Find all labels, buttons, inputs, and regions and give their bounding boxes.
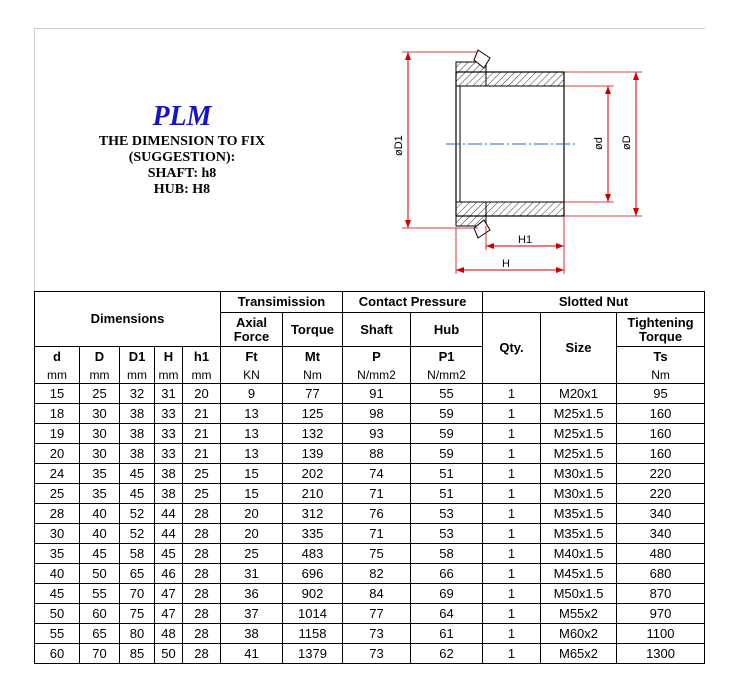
cell-h1: 28 — [183, 604, 221, 624]
cell-D: 35 — [80, 484, 120, 504]
unit-Ft: KN — [221, 367, 283, 384]
cell-P: 88 — [343, 444, 411, 464]
cell-Ft: 31 — [221, 564, 283, 584]
cell-d: 45 — [35, 584, 80, 604]
cell-P: 98 — [343, 404, 411, 424]
cell-Ft: 41 — [221, 644, 283, 664]
cell-H: 45 — [155, 544, 183, 564]
cell-P: 71 — [343, 524, 411, 544]
cell-Ts: 160 — [617, 444, 705, 464]
cell-Mt: 210 — [283, 484, 343, 504]
symbol-P: P — [343, 347, 411, 367]
symbol-H: H — [155, 347, 183, 367]
tightening-torque-header: Tightening Torque — [617, 313, 705, 347]
cell-P1: 51 — [411, 464, 483, 484]
cell-H: 33 — [155, 444, 183, 464]
table-body — [35, 384, 705, 664]
contact-pressure-header: Contact Pressure — [343, 292, 483, 313]
cell-P: 84 — [343, 584, 411, 604]
cell-Mt: 1379 — [283, 644, 343, 664]
cell-Mt: 202 — [283, 464, 343, 484]
table-row — [35, 504, 705, 524]
table-row — [35, 464, 705, 484]
cell-D1: 52 — [120, 524, 155, 544]
suggestion-label: (SUGGESTION): — [128, 150, 236, 165]
unit-d: mm — [35, 367, 80, 384]
brand-title: PLM — [152, 101, 212, 132]
cell-qty: 1 — [483, 384, 541, 404]
cell-d: 40 — [35, 564, 80, 584]
locking-assembly-drawing — [386, 38, 656, 276]
cell-d: 30 — [35, 524, 80, 544]
cell-h1: 25 — [183, 484, 221, 504]
qty-header: Qty. — [483, 313, 541, 384]
table-row — [35, 424, 705, 444]
shaft-tolerance: SHAFT: h8 — [147, 166, 217, 181]
cell-H: 44 — [155, 504, 183, 524]
shaft-header: Shaft — [343, 313, 411, 347]
unit-Mt: Nm — [283, 367, 343, 384]
cell-Mt: 483 — [283, 544, 343, 564]
cell-d: 35 — [35, 544, 80, 564]
cell-Mt: 139 — [283, 444, 343, 464]
cell-D1: 45 — [120, 464, 155, 484]
cell-size: M60x2 — [541, 624, 617, 644]
cell-D: 65 — [80, 624, 120, 644]
cell-D1: 75 — [120, 604, 155, 624]
cell-Ts: 220 — [617, 464, 705, 484]
cell-qty: 1 — [483, 404, 541, 424]
cell-Mt: 1158 — [283, 624, 343, 644]
cell-P: 71 — [343, 484, 411, 504]
cell-d: 50 — [35, 604, 80, 624]
D-label: øD — [621, 135, 633, 150]
cell-Mt: 696 — [283, 564, 343, 584]
cell-Ts: 340 — [617, 504, 705, 524]
cell-Mt: 77 — [283, 384, 343, 404]
cell-Ft: 15 — [221, 484, 283, 504]
cell-H: 44 — [155, 524, 183, 544]
cell-D: 40 — [80, 524, 120, 544]
cell-d: 28 — [35, 504, 80, 524]
cell-Ft: 13 — [221, 444, 283, 464]
cell-qty: 1 — [483, 524, 541, 544]
cell-P: 93 — [343, 424, 411, 444]
cell-d: 55 — [35, 624, 80, 644]
cell-qty: 1 — [483, 444, 541, 464]
symbol-h1: h1 — [183, 347, 221, 367]
cell-P: 75 — [343, 544, 411, 564]
cell-P: 73 — [343, 644, 411, 664]
symbol-D: D — [80, 347, 120, 367]
cell-D1: 65 — [120, 564, 155, 584]
cell-Mt: 1014 — [283, 604, 343, 624]
cell-Ft: 9 — [221, 384, 283, 404]
table-row — [35, 624, 705, 644]
cell-h1: 28 — [183, 524, 221, 544]
cell-D1: 38 — [120, 404, 155, 424]
cell-D: 30 — [80, 444, 120, 464]
cell-d: 25 — [35, 484, 80, 504]
cell-H: 33 — [155, 424, 183, 444]
cell-H: 48 — [155, 624, 183, 644]
cell-size: M35x1.5 — [541, 524, 617, 544]
cell-D1: 58 — [120, 544, 155, 564]
cell-qty: 1 — [483, 644, 541, 664]
cell-h1: 21 — [183, 404, 221, 424]
cell-size: M25x1.5 — [541, 404, 617, 424]
cell-size: M45x1.5 — [541, 564, 617, 584]
cell-size: M65x2 — [541, 644, 617, 664]
cell-P: 76 — [343, 504, 411, 524]
cell-Ft: 25 — [221, 544, 283, 564]
cell-Ts: 1300 — [617, 644, 705, 664]
symbol-Ts: Ts — [617, 347, 705, 367]
cell-D1: 52 — [120, 504, 155, 524]
cell-h1: 25 — [183, 464, 221, 484]
cell-H: 47 — [155, 604, 183, 624]
cell-Ts: 870 — [617, 584, 705, 604]
cell-P1: 55 — [411, 384, 483, 404]
fix-heading: THE DIMENSION TO FIX — [98, 134, 266, 149]
cell-D: 30 — [80, 404, 120, 424]
cell-size: M40x1.5 — [541, 544, 617, 564]
unit-D1: mm — [120, 367, 155, 384]
cell-D: 45 — [80, 544, 120, 564]
cell-h1: 28 — [183, 624, 221, 644]
cell-P1: 62 — [411, 644, 483, 664]
cell-D1: 38 — [120, 444, 155, 464]
cell-size: M25x1.5 — [541, 444, 617, 464]
cell-qty: 1 — [483, 464, 541, 484]
cell-D: 35 — [80, 464, 120, 484]
cell-D: 50 — [80, 564, 120, 584]
symbol-Ft: Ft — [221, 347, 283, 367]
cell-Ts: 95 — [617, 384, 705, 404]
cell-D1: 70 — [120, 584, 155, 604]
cell-D: 40 — [80, 504, 120, 524]
cell-qty: 1 — [483, 564, 541, 584]
cell-qty: 1 — [483, 424, 541, 444]
unit-H: mm — [155, 367, 183, 384]
unit-P1: N/mm2 — [411, 367, 483, 384]
cell-H: 38 — [155, 464, 183, 484]
cell-H: 33 — [155, 404, 183, 424]
symbol-Mt: Mt — [283, 347, 343, 367]
symbol-P1: P1 — [411, 347, 483, 367]
cell-D1: 45 — [120, 484, 155, 504]
table-row — [35, 404, 705, 424]
cell-H: 31 — [155, 384, 183, 404]
cell-Ft: 20 — [221, 524, 283, 544]
table-row — [35, 564, 705, 584]
cell-Ft: 37 — [221, 604, 283, 624]
cell-Ft: 13 — [221, 424, 283, 444]
cell-d: 19 — [35, 424, 80, 444]
cell-Mt: 902 — [283, 584, 343, 604]
cell-Ts: 160 — [617, 424, 705, 444]
cell-Mt: 132 — [283, 424, 343, 444]
cell-P: 74 — [343, 464, 411, 484]
table-row — [35, 604, 705, 624]
table-row — [35, 524, 705, 544]
cell-size: M50x1.5 — [541, 584, 617, 604]
cell-D1: 32 — [120, 384, 155, 404]
cell-D: 55 — [80, 584, 120, 604]
unit-Ts: Nm — [617, 367, 705, 384]
cell-size: M20x1 — [541, 384, 617, 404]
cell-H: 47 — [155, 584, 183, 604]
axial-force-header: Axial Force — [221, 313, 283, 347]
cell-size: M25x1.5 — [541, 424, 617, 444]
cell-qty: 1 — [483, 584, 541, 604]
cell-P1: 53 — [411, 504, 483, 524]
table-row — [35, 484, 705, 504]
cell-P: 82 — [343, 564, 411, 584]
cell-h1: 28 — [183, 564, 221, 584]
hub-tolerance: HUB: H8 — [153, 182, 211, 197]
unit-D: mm — [80, 367, 120, 384]
cell-d: 18 — [35, 404, 80, 424]
cell-Ts: 970 — [617, 604, 705, 624]
table-row — [35, 644, 705, 664]
table-row — [35, 544, 705, 564]
cell-d: 60 — [35, 644, 80, 664]
cell-size: M30x1.5 — [541, 484, 617, 504]
cell-qty: 1 — [483, 604, 541, 624]
cell-Ft: 36 — [221, 584, 283, 604]
sleeve-top-hatch — [486, 72, 564, 86]
cell-D: 70 — [80, 644, 120, 664]
cell-P1: 59 — [411, 404, 483, 424]
cell-D1: 38 — [120, 424, 155, 444]
slotted-nut-header: Slotted Nut — [483, 292, 705, 313]
cell-qty: 1 — [483, 504, 541, 524]
cell-Ft: 38 — [221, 624, 283, 644]
cell-qty: 1 — [483, 484, 541, 504]
cell-qty: 1 — [483, 544, 541, 564]
table-row — [35, 384, 705, 404]
cell-P1: 61 — [411, 624, 483, 644]
cell-h1: 28 — [183, 644, 221, 664]
cell-h1: 28 — [183, 544, 221, 564]
size-header: Size — [541, 313, 617, 384]
d-label: ød — [593, 137, 605, 150]
cell-P1: 58 — [411, 544, 483, 564]
cell-d: 24 — [35, 464, 80, 484]
sleeve-bottom-hatch — [486, 202, 564, 216]
cell-P1: 51 — [411, 484, 483, 504]
cell-Mt: 125 — [283, 404, 343, 424]
cell-h1: 28 — [183, 584, 221, 604]
cell-size: M55x2 — [541, 604, 617, 624]
h1-label: H1 — [518, 234, 533, 246]
symbol-d: d — [35, 347, 80, 367]
cell-Mt: 335 — [283, 524, 343, 544]
cell-P1: 59 — [411, 424, 483, 444]
cell-H: 38 — [155, 484, 183, 504]
cell-P: 77 — [343, 604, 411, 624]
cell-Ts: 480 — [617, 544, 705, 564]
cell-P1: 53 — [411, 524, 483, 544]
cell-P1: 64 — [411, 604, 483, 624]
cell-D1: 85 — [120, 644, 155, 664]
cell-h1: 21 — [183, 444, 221, 464]
cell-Ts: 680 — [617, 564, 705, 584]
cell-D1: 80 — [120, 624, 155, 644]
cell-Ft: 13 — [221, 404, 283, 424]
cell-D: 25 — [80, 384, 120, 404]
dimensions-header: Dimensions — [35, 292, 221, 347]
unit-P: N/mm2 — [343, 367, 411, 384]
cell-P: 91 — [343, 384, 411, 404]
cell-size: M30x1.5 — [541, 464, 617, 484]
cell-h1: 21 — [183, 424, 221, 444]
cell-P1: 66 — [411, 564, 483, 584]
h-label: H — [502, 258, 510, 270]
cell-qty: 1 — [483, 624, 541, 644]
table-row — [35, 584, 705, 604]
torque-header: Torque — [283, 313, 343, 347]
cell-Ft: 20 — [221, 504, 283, 524]
cell-Ts: 340 — [617, 524, 705, 544]
cell-D: 30 — [80, 424, 120, 444]
d1-label: øD1 — [393, 135, 405, 156]
cell-Ft: 15 — [221, 464, 283, 484]
brand-block — [34, 100, 330, 198]
cell-d: 20 — [35, 444, 80, 464]
cell-Ts: 160 — [617, 404, 705, 424]
hub-header: Hub — [411, 313, 483, 347]
cell-Mt: 312 — [283, 504, 343, 524]
cell-P1: 59 — [411, 444, 483, 464]
cell-Ts: 1100 — [617, 624, 705, 644]
cell-D: 60 — [80, 604, 120, 624]
spec-table — [34, 291, 705, 664]
table-row — [35, 444, 705, 464]
cell-h1: 28 — [183, 504, 221, 524]
cell-Ts: 220 — [617, 484, 705, 504]
cell-H: 50 — [155, 644, 183, 664]
cell-P: 73 — [343, 624, 411, 644]
cell-d: 15 — [35, 384, 80, 404]
cell-H: 46 — [155, 564, 183, 584]
cell-size: M35x1.5 — [541, 504, 617, 524]
cell-h1: 20 — [183, 384, 221, 404]
transmission-header: Transimission — [221, 292, 343, 313]
cell-P1: 69 — [411, 584, 483, 604]
unit-h1: mm — [183, 367, 221, 384]
symbol-D1: D1 — [120, 347, 155, 367]
